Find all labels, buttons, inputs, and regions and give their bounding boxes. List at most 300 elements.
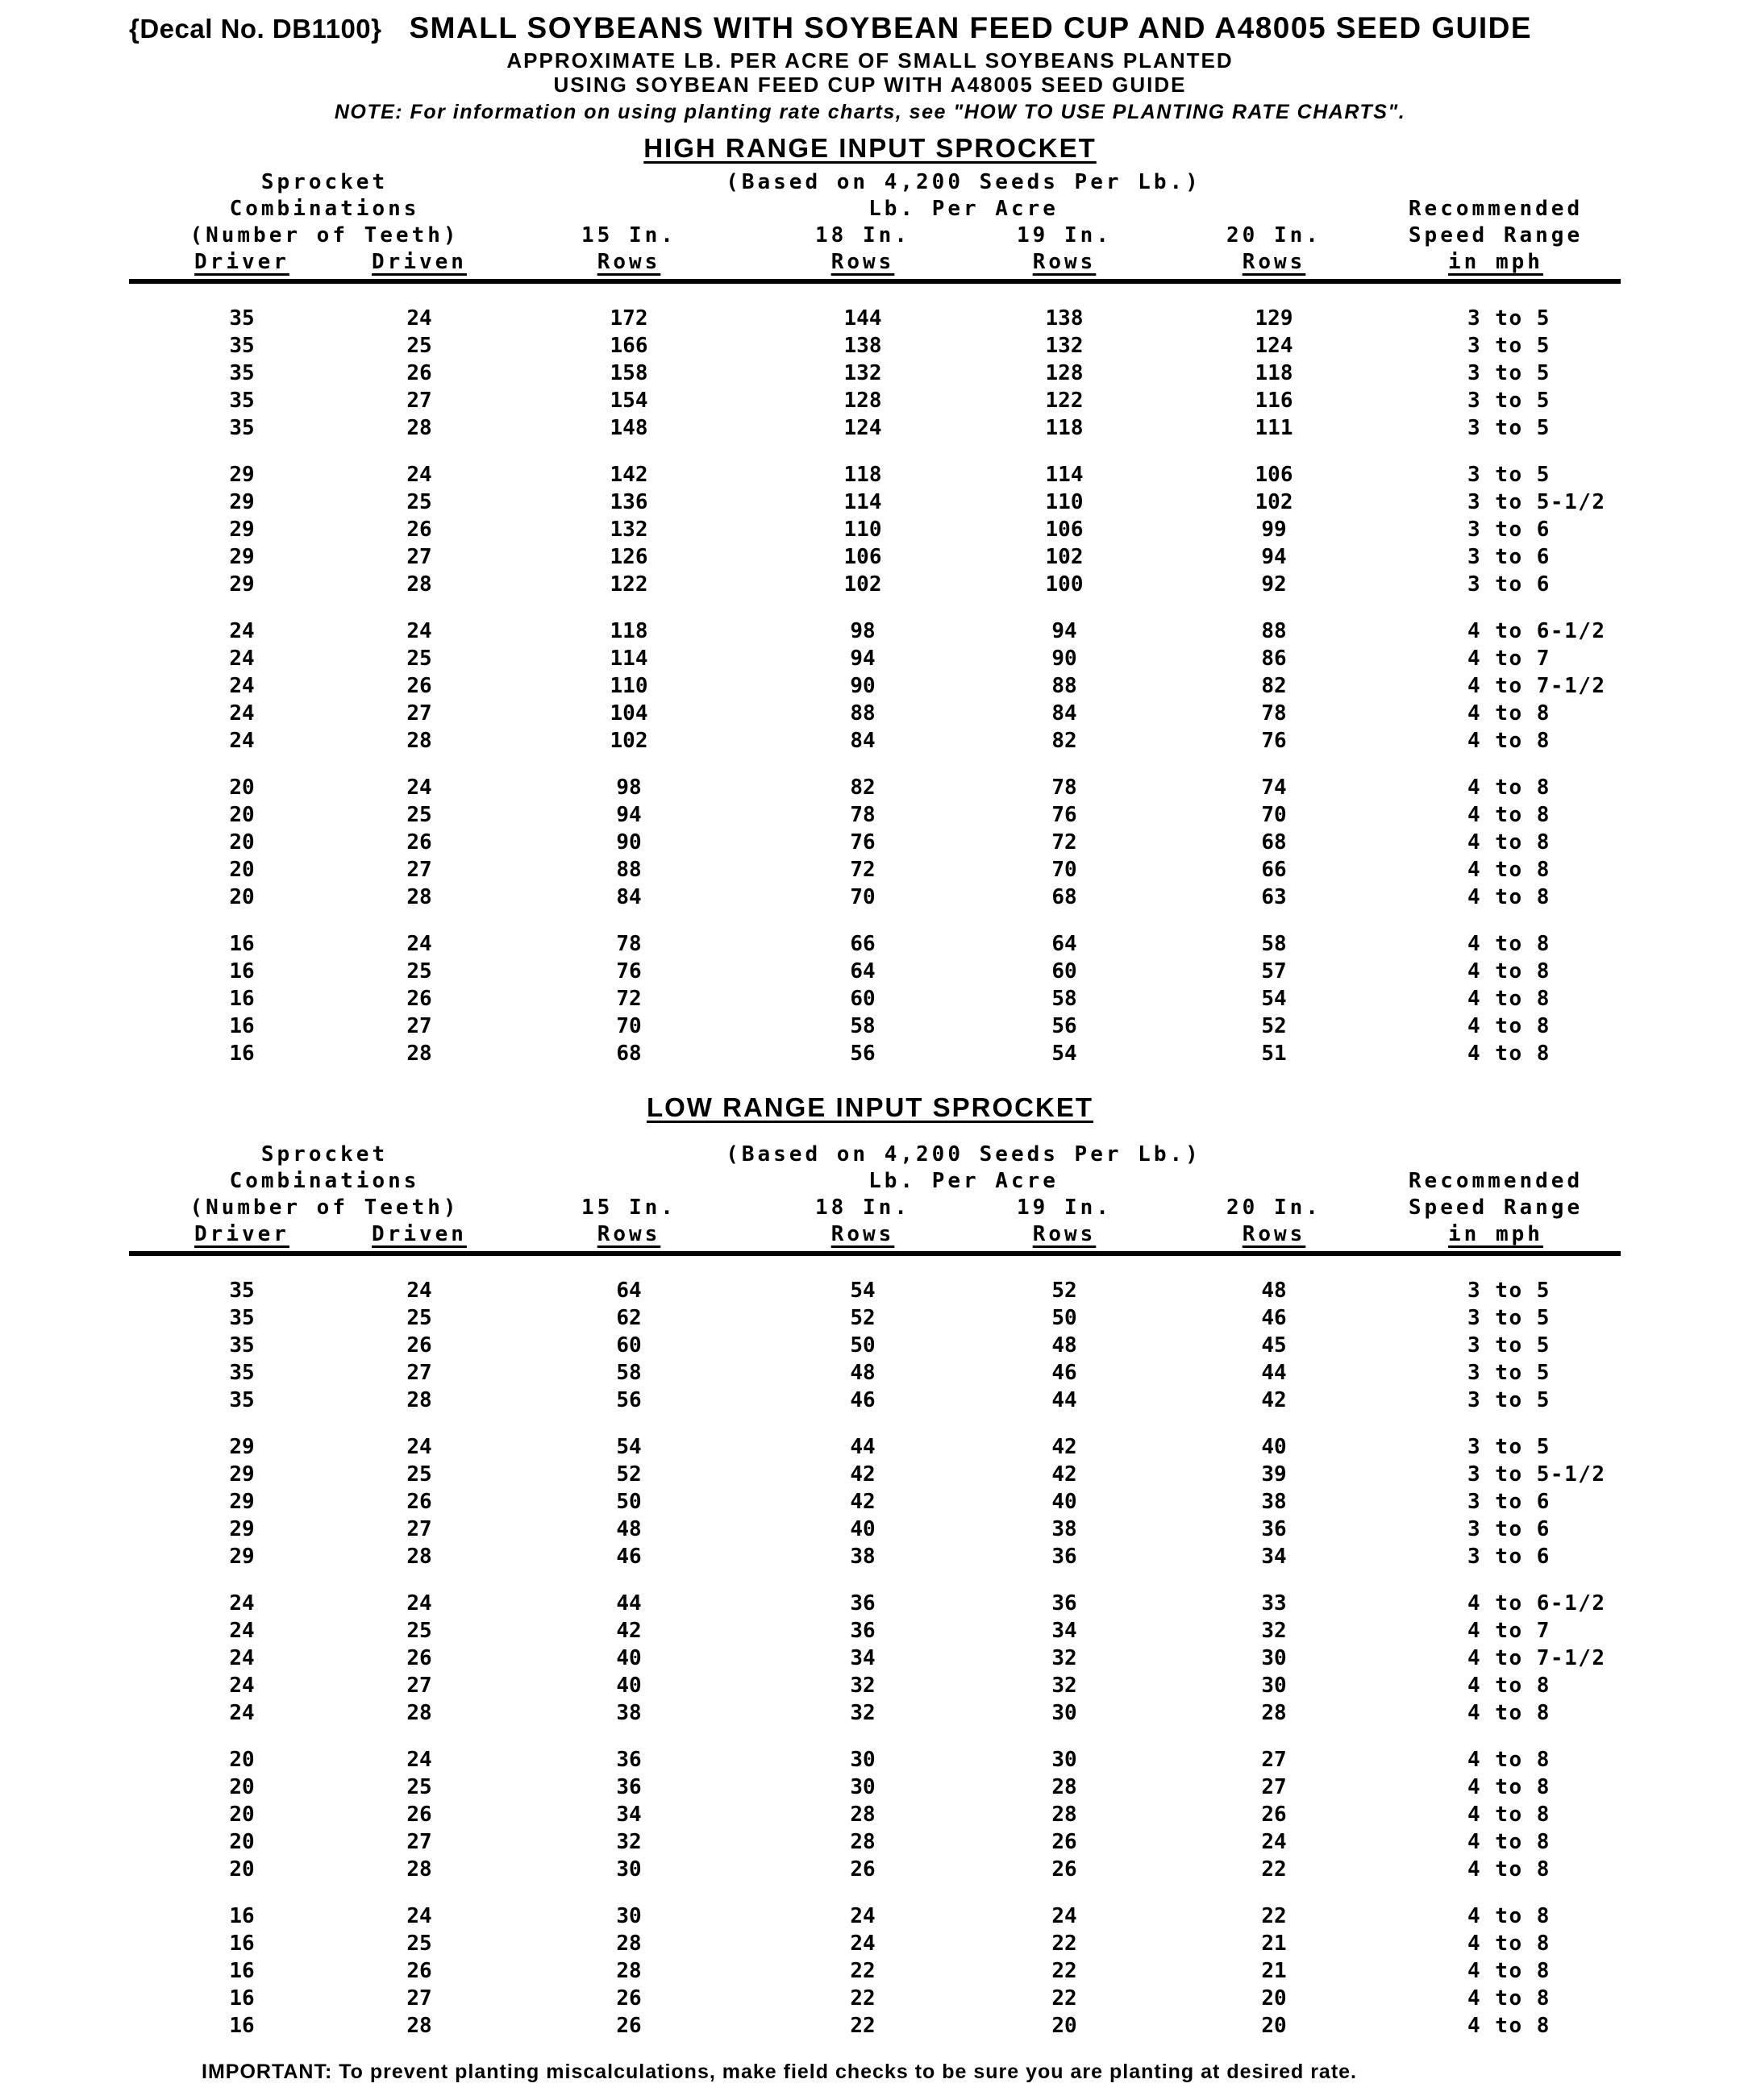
cell-driven: 26 — [406, 1333, 432, 1358]
cell-driven: 26 — [406, 518, 432, 542]
cell-rows-15in: 90 — [616, 830, 642, 855]
cell-driver: 20 — [229, 1857, 255, 1882]
cell-rows-15in: 46 — [616, 1545, 642, 1569]
cell-rows-15in: 126 — [610, 545, 648, 569]
cell-rows-18in: 94 — [850, 647, 876, 671]
table-row — [129, 1516, 1621, 1543]
cell-rows-18in: 42 — [850, 1490, 876, 1514]
cell-rows-18in: 54 — [850, 1279, 876, 1303]
cell-driver: 20 — [229, 858, 255, 882]
cell-rows-19in: 28 — [1051, 1775, 1077, 1799]
cell-rows-19in: 100 — [1045, 572, 1084, 597]
cell-driver: 20 — [229, 1748, 255, 1772]
table-row — [129, 1304, 1621, 1332]
cell-rows-18in: 106 — [843, 545, 882, 569]
cell-speed-range: 4 to 8 — [1467, 1042, 1551, 1066]
cell-driven: 24 — [406, 776, 432, 800]
header-rows-15 — [484, 1221, 774, 1248]
table-row — [129, 958, 1621, 985]
sprocket-group — [129, 1902, 1621, 2040]
cell-rows-20in: 58 — [1261, 932, 1287, 956]
table-row — [129, 618, 1621, 645]
cell-rows-20in: 24 — [1261, 1830, 1287, 1854]
cell-rows-20in: 30 — [1261, 1646, 1287, 1670]
cell-rows-19in: 132 — [1045, 334, 1084, 358]
cell-driven: 27 — [406, 858, 432, 882]
cell-rows-18in: 36 — [850, 1619, 876, 1643]
cell-rows-15in: 94 — [616, 803, 642, 827]
cell-rows-15in: 118 — [610, 619, 648, 643]
table-row — [129, 1617, 1621, 1645]
cell-rows-20in: 44 — [1261, 1361, 1287, 1385]
cell-speed-range: 4 to 8 — [1467, 858, 1551, 882]
header-line-4 — [129, 1221, 1621, 1248]
cell-rows-15in: 102 — [610, 729, 648, 753]
cell-driven: 26 — [406, 674, 432, 698]
cell-rows-19in: 106 — [1045, 518, 1084, 542]
cell-driven: 25 — [406, 1619, 432, 1643]
cell-rows-20in: 106 — [1255, 463, 1293, 487]
cell-rows-20in: 28 — [1261, 1701, 1287, 1725]
cell-rows-20in: 51 — [1261, 1042, 1287, 1066]
cell-rows-18in: 110 — [843, 518, 882, 542]
cell-rows-18in: 34 — [850, 1646, 876, 1670]
cell-driver: 35 — [229, 1388, 255, 1412]
cell-driver: 20 — [229, 1803, 255, 1827]
cell-rows-19in: 128 — [1045, 361, 1084, 385]
cell-driven: 26 — [406, 1646, 432, 1670]
cell-rows-19in: 82 — [1051, 729, 1077, 753]
cell-driver: 16 — [229, 1904, 255, 1928]
cell-driven: 26 — [406, 987, 432, 1011]
cell-rows-19in: 60 — [1051, 959, 1077, 983]
subtitle-line-2: USING SOYBEAN FEED CUP WITH A48005 SEED GUIDE — [553, 73, 1187, 97]
cell-rows-19in: 44 — [1051, 1388, 1077, 1412]
cell-rows-15in: 110 — [610, 674, 648, 698]
cell-speed-range: 4 to 8 — [1467, 1986, 1551, 2011]
header-lb-per-acre: Lb. Per Acre — [868, 1169, 1059, 1193]
cell-driver: 35 — [229, 416, 255, 440]
header-line-3 — [129, 222, 1621, 249]
cell-rows-19in: 26 — [1051, 1857, 1077, 1882]
cell-rows-18in: 48 — [850, 1361, 876, 1385]
cell-rows-20in: 27 — [1261, 1775, 1287, 1799]
cell-speed-range: 3 to 5 — [1467, 306, 1551, 331]
low-range-section-title: LOW RANGE INPUT SPROCKET — [646, 1092, 1093, 1122]
cell-rows-20in: 27 — [1261, 1748, 1287, 1772]
cell-rows-18in: 32 — [850, 1674, 876, 1698]
header-speed-range: Speed Range — [1408, 1196, 1584, 1220]
cell-rows-19in: 50 — [1051, 1306, 1077, 1330]
cell-rows-15in: 26 — [616, 1986, 642, 2011]
table-row — [129, 1774, 1621, 1801]
cell-rows-18in: 102 — [843, 572, 882, 597]
cell-rows-15in: 148 — [610, 416, 648, 440]
cell-rows-20in: 20 — [1261, 2014, 1287, 2038]
cell-speed-range: 4 to 8 — [1467, 959, 1551, 983]
cell-rows-15in: 32 — [616, 1830, 642, 1854]
header-rows-20 — [1177, 1221, 1371, 1248]
cell-rows-15in: 26 — [616, 2014, 642, 2038]
cell-rows-19in: 102 — [1045, 545, 1084, 569]
cell-speed-range: 4 to 8 — [1467, 701, 1551, 726]
table-row — [129, 571, 1621, 598]
cell-driver: 35 — [229, 1361, 255, 1385]
table-row — [129, 1985, 1621, 2012]
cell-rows-18in: 90 — [850, 674, 876, 698]
cell-rows-19in: 90 — [1051, 647, 1077, 671]
table-row — [129, 1828, 1621, 1856]
cell-rows-15in: 72 — [616, 987, 642, 1011]
cell-driven: 27 — [406, 1361, 432, 1385]
header-rows-15 — [484, 249, 774, 276]
table-row — [129, 1801, 1621, 1828]
cell-rows-18in: 44 — [850, 1435, 876, 1459]
cell-driver: 20 — [229, 1830, 255, 1854]
cell-driven: 26 — [406, 1803, 432, 1827]
cell-rows-18in: 118 — [843, 463, 882, 487]
cell-speed-range: 3 to 6 — [1467, 518, 1551, 542]
cell-speed-range: 4 to 8 — [1467, 987, 1551, 1011]
header-15in: 15 In. — [581, 1196, 676, 1220]
cell-rows-19in: 38 — [1051, 1517, 1077, 1541]
cell-rows-20in: 40 — [1261, 1435, 1287, 1459]
cell-speed-range: 3 to 5-1/2 — [1467, 490, 1606, 514]
cell-rows-15in: 40 — [616, 1674, 642, 1698]
cell-rows-19in: 70 — [1051, 858, 1077, 882]
cell-rows-20in: 32 — [1261, 1619, 1287, 1643]
high-range-table-body — [129, 305, 1621, 1067]
cell-speed-range: 4 to 8 — [1467, 1857, 1551, 1882]
header-rows-19 — [951, 249, 1177, 276]
cell-rows-19in: 32 — [1051, 1646, 1077, 1670]
cell-driver: 35 — [229, 1279, 255, 1303]
cell-rows-19in: 26 — [1051, 1830, 1077, 1854]
cell-rows-15in: 64 — [616, 1279, 642, 1303]
cell-driven: 24 — [406, 1435, 432, 1459]
cell-rows-19in: 48 — [1051, 1333, 1077, 1358]
cell-rows-19in: 36 — [1051, 1545, 1077, 1569]
cell-rows-20in: 52 — [1261, 1014, 1287, 1038]
cell-driven: 25 — [406, 647, 432, 671]
cell-speed-range: 3 to 5 — [1467, 334, 1551, 358]
cell-driven: 25 — [406, 1306, 432, 1330]
cell-driver: 20 — [229, 1775, 255, 1799]
cell-rows-15in: 78 — [616, 932, 642, 956]
cell-driven: 24 — [406, 306, 432, 331]
cell-speed-range: 4 to 8 — [1467, 1932, 1551, 1956]
cell-rows-15in: 28 — [616, 1932, 642, 1956]
cell-rows-15in: 68 — [616, 1042, 642, 1066]
cell-rows-15in: 28 — [616, 1959, 642, 1983]
header-driver — [129, 249, 355, 276]
cell-driver: 29 — [229, 1490, 255, 1514]
cell-rows-15in: 42 — [616, 1619, 642, 1643]
rows-label: Rows — [1242, 250, 1306, 274]
header-line-4 — [129, 249, 1621, 276]
cell-rows-20in: 88 — [1261, 619, 1287, 643]
cell-driven: 25 — [406, 334, 432, 358]
cell-driver: 20 — [229, 776, 255, 800]
cell-rows-18in: 50 — [850, 1333, 876, 1358]
cell-rows-18in: 56 — [850, 1042, 876, 1066]
table-row — [129, 1013, 1621, 1040]
rows-label: Rows — [830, 250, 895, 274]
cell-driven: 24 — [406, 1904, 432, 1928]
low-range-table-body — [129, 1277, 1621, 2040]
cell-rows-20in: 118 — [1255, 361, 1293, 385]
cell-driver: 35 — [229, 334, 255, 358]
cell-rows-20in: 111 — [1255, 416, 1293, 440]
header-driver-label: Driver — [194, 250, 289, 274]
cell-driven: 24 — [406, 1591, 432, 1616]
cell-speed-range: 3 to 5 — [1467, 361, 1551, 385]
header-in-mph — [1371, 1221, 1621, 1248]
cell-rows-19in: 122 — [1045, 389, 1084, 413]
title-row — [129, 11, 1740, 48]
cell-rows-20in: 21 — [1261, 1932, 1287, 1956]
cell-rows-15in: 76 — [616, 959, 642, 983]
table-row — [129, 829, 1621, 856]
rows-label: Rows — [1032, 1222, 1097, 1246]
cell-driver: 24 — [229, 1646, 255, 1670]
header-combinations: Combinations — [229, 1169, 420, 1193]
cell-rows-19in: 42 — [1051, 1435, 1077, 1459]
header-rows-18 — [774, 1221, 951, 1248]
cell-rows-20in: 86 — [1261, 647, 1287, 671]
table-row — [129, 645, 1621, 672]
table-row — [129, 1543, 1621, 1570]
cell-driver: 16 — [229, 1042, 255, 1066]
cell-rows-20in: 26 — [1261, 1803, 1287, 1827]
header-20in: 20 In. — [1226, 223, 1322, 247]
table-row — [129, 985, 1621, 1013]
cell-rows-20in: 42 — [1261, 1388, 1287, 1412]
header-20in: 20 In. — [1226, 1196, 1322, 1220]
table-row — [129, 1277, 1621, 1304]
cell-rows-19in: 40 — [1051, 1490, 1077, 1514]
cell-speed-range: 4 to 8 — [1467, 830, 1551, 855]
cell-rows-18in: 82 — [850, 776, 876, 800]
cell-speed-range: 3 to 5 — [1467, 1388, 1551, 1412]
cell-rows-18in: 46 — [850, 1388, 876, 1412]
cell-rows-18in: 84 — [850, 729, 876, 753]
table-row — [129, 1672, 1621, 1699]
cell-rows-20in: 124 — [1255, 334, 1293, 358]
cell-rows-19in: 20 — [1051, 2014, 1077, 2038]
cell-rows-15in: 132 — [610, 518, 648, 542]
table-row — [129, 387, 1621, 414]
cell-rows-19in: 58 — [1051, 987, 1077, 1011]
header-lb-per-acre: Lb. Per Acre — [868, 197, 1059, 221]
cell-rows-15in: 30 — [616, 1904, 642, 1928]
cell-driver: 20 — [229, 803, 255, 827]
cell-driven: 27 — [406, 545, 432, 569]
table-row — [129, 1645, 1621, 1672]
cell-rows-19in: 54 — [1051, 1042, 1077, 1066]
cell-driven: 26 — [406, 1959, 432, 1983]
decal-number: {Decal No. DB1100} — [129, 14, 382, 44]
cell-rows-19in: 24 — [1051, 1904, 1077, 1928]
cell-speed-range: 4 to 8 — [1467, 729, 1551, 753]
cell-rows-18in: 98 — [850, 619, 876, 643]
cell-driven: 24 — [406, 463, 432, 487]
cell-driven: 27 — [406, 1014, 432, 1038]
cell-rows-19in: 88 — [1051, 674, 1077, 698]
cell-rows-18in: 28 — [850, 1830, 876, 1854]
sprocket-group — [129, 930, 1621, 1067]
cell-rows-15in: 104 — [610, 701, 648, 726]
cell-speed-range: 4 to 6-1/2 — [1467, 619, 1606, 643]
rows-label: Rows — [1242, 1222, 1306, 1246]
cell-speed-range: 4 to 8 — [1467, 776, 1551, 800]
cell-speed-range: 3 to 5 — [1467, 463, 1551, 487]
cell-rows-20in: 76 — [1261, 729, 1287, 753]
cell-driven: 27 — [406, 1674, 432, 1698]
cell-rows-18in: 144 — [843, 306, 882, 331]
cell-rows-18in: 36 — [850, 1591, 876, 1616]
cell-rows-19in: 28 — [1051, 1803, 1077, 1827]
cell-driver: 29 — [229, 518, 255, 542]
cell-driver: 29 — [229, 1517, 255, 1541]
cell-speed-range: 4 to 7 — [1467, 1619, 1551, 1643]
cell-rows-18in: 22 — [850, 1959, 876, 1983]
cell-driver: 35 — [229, 1306, 255, 1330]
rows-label: Rows — [1032, 250, 1097, 274]
cell-driven: 25 — [406, 959, 432, 983]
cell-driver: 24 — [229, 647, 255, 671]
cell-driven: 24 — [406, 619, 432, 643]
table-row — [129, 414, 1621, 442]
cell-driven: 28 — [406, 729, 432, 753]
cell-driven: 28 — [406, 885, 432, 909]
cell-rows-15in: 30 — [616, 1857, 642, 1882]
cell-rows-18in: 40 — [850, 1517, 876, 1541]
rows-label: Rows — [597, 250, 661, 274]
cell-driven: 28 — [406, 416, 432, 440]
important-note: IMPORTANT: To prevent planting miscalculations, make field checks to be sure you are planting at desired rate. — [202, 2060, 1357, 2083]
cell-rows-19in: 64 — [1051, 932, 1077, 956]
cell-speed-range: 3 to 5 — [1467, 1435, 1551, 1459]
cell-driven: 26 — [406, 830, 432, 855]
cell-driver: 16 — [229, 2014, 255, 2038]
cell-rows-20in: 22 — [1261, 1857, 1287, 1882]
cell-speed-range: 4 to 7-1/2 — [1467, 1646, 1606, 1670]
cell-rows-20in: 99 — [1261, 518, 1287, 542]
header-rows-18 — [774, 249, 951, 276]
table-row — [129, 930, 1621, 958]
header-15in: 15 In. — [581, 223, 676, 247]
cell-rows-20in: 48 — [1261, 1279, 1287, 1303]
cell-rows-18in: 22 — [850, 1986, 876, 2011]
header-line-3 — [129, 1195, 1621, 1221]
note-line: NOTE: For information on using planting rate charts, see "HOW TO USE PLANTING RATE CHARTS". — [334, 101, 1406, 123]
cell-driven: 27 — [406, 701, 432, 726]
header-line-1 — [129, 169, 1621, 196]
cell-speed-range: 3 to 5 — [1467, 416, 1551, 440]
cell-speed-range: 3 to 5 — [1467, 1361, 1551, 1385]
cell-rows-18in: 60 — [850, 987, 876, 1011]
sprocket-group — [129, 618, 1621, 755]
rows-label: Rows — [597, 1222, 661, 1246]
in-mph-label: in mph — [1448, 1222, 1543, 1246]
table-row — [129, 727, 1621, 755]
cell-rows-15in: 88 — [616, 858, 642, 882]
cell-rows-19in: 46 — [1051, 1361, 1077, 1385]
cell-rows-15in: 54 — [616, 1435, 642, 1459]
cell-rows-18in: 128 — [843, 389, 882, 413]
cell-driven: 25 — [406, 1462, 432, 1487]
cell-rows-15in: 122 — [610, 572, 648, 597]
cell-driver: 16 — [229, 1959, 255, 1983]
high-range-table-header — [129, 169, 1621, 284]
cell-speed-range: 3 to 5 — [1467, 1333, 1551, 1358]
cell-speed-range: 3 to 5-1/2 — [1467, 1462, 1606, 1487]
header-19in: 19 In. — [1017, 223, 1112, 247]
cell-rows-20in: 45 — [1261, 1333, 1287, 1358]
cell-rows-15in: 50 — [616, 1490, 642, 1514]
table-row — [129, 1433, 1621, 1461]
table-row — [129, 543, 1621, 571]
cell-rows-15in: 98 — [616, 776, 642, 800]
cell-rows-20in: 33 — [1261, 1591, 1287, 1616]
table-row — [129, 1856, 1621, 1883]
cell-rows-15in: 40 — [616, 1646, 642, 1670]
cell-rows-19in: 84 — [1051, 701, 1077, 726]
header-rows-20 — [1177, 249, 1371, 276]
cell-rows-15in: 36 — [616, 1775, 642, 1799]
rows-label: Rows — [830, 1222, 895, 1246]
cell-speed-range: 4 to 8 — [1467, 2014, 1551, 2038]
sprocket-group — [129, 774, 1621, 911]
cell-rows-20in: 21 — [1261, 1959, 1287, 1983]
cell-speed-range: 4 to 8 — [1467, 1748, 1551, 1772]
cell-speed-range: 3 to 6 — [1467, 1545, 1551, 1569]
table-row — [129, 332, 1621, 360]
cell-rows-18in: 66 — [850, 932, 876, 956]
cell-speed-range: 4 to 6-1/2 — [1467, 1591, 1606, 1616]
cell-driven: 27 — [406, 1830, 432, 1854]
cell-driver: 20 — [229, 830, 255, 855]
cell-driver: 24 — [229, 1591, 255, 1616]
cell-driven: 27 — [406, 389, 432, 413]
table-row — [129, 489, 1621, 516]
cell-rows-18in: 138 — [843, 334, 882, 358]
cell-rows-18in: 42 — [850, 1462, 876, 1487]
cell-rows-20in: 63 — [1261, 885, 1287, 909]
cell-rows-18in: 58 — [850, 1014, 876, 1038]
cell-rows-19in: 34 — [1051, 1619, 1077, 1643]
cell-rows-20in: 36 — [1261, 1517, 1287, 1541]
header-line-2 — [129, 1168, 1621, 1195]
table-row — [129, 1957, 1621, 1985]
cell-rows-15in: 172 — [610, 306, 648, 331]
header-rows-19 — [951, 1221, 1177, 1248]
cell-rows-15in: 36 — [616, 1748, 642, 1772]
cell-driven: 28 — [406, 2014, 432, 2038]
cell-speed-range: 4 to 8 — [1467, 1674, 1551, 1698]
table-row — [129, 305, 1621, 332]
table-row — [129, 700, 1621, 727]
subtitle-line-1: APPROXIMATE LB. PER ACRE OF SMALL SOYBEANS PLANTED — [506, 48, 1234, 73]
header-recommended: Recommended — [1408, 1169, 1584, 1193]
cell-driver: 24 — [229, 1701, 255, 1725]
table-row — [129, 1488, 1621, 1516]
cell-rows-18in: 132 — [843, 361, 882, 385]
cell-rows-20in: 116 — [1255, 389, 1293, 413]
cell-driven: 25 — [406, 1932, 432, 1956]
cell-rows-20in: 102 — [1255, 490, 1293, 514]
